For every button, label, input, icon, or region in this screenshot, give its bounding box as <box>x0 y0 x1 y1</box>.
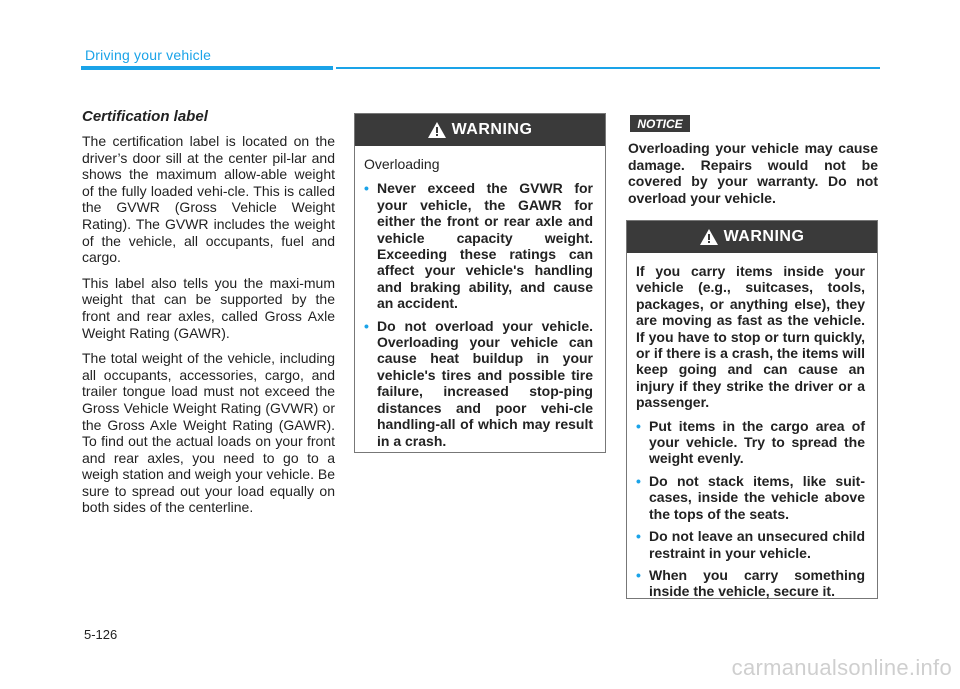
list-item-text: Do not stack items, like suit-cases, inside the vehicle above the tops of the seats. <box>649 472 865 522</box>
list-item <box>636 528 865 561</box>
watermark: carmanualsonline.info <box>731 655 952 680</box>
warning-header-label: WARNING <box>723 228 805 245</box>
list-item <box>364 318 593 449</box>
bullet-icon: • <box>364 317 369 334</box>
notice-tag: NOTICE <box>630 115 690 132</box>
warning-title: Overloading <box>364 156 440 172</box>
section-title: Driving your vehicle <box>85 47 212 63</box>
paragraph: The total weight of the vehicle, including all occupants, accessories, cargo, and trailer tongue load must not exceed the Gross Vehicle Weight Rating (GVWR) or the Gross Axle Weight Rating (GAWR). To find out the actual loads on your front and rear axles, you need to go to a weigh station and weigh your vehicle. Be sure to spread out your load equally on both sides of the centerline. <box>82 350 335 516</box>
warning-triangle-icon <box>700 229 718 245</box>
subsection-heading: Certification label <box>82 108 208 125</box>
list-item-text: Do not leave an unsecured child restraint in your vehicle. <box>649 528 865 561</box>
notice-text: Overloading your vehicle may cause damage. Repairs would not be covered by your warranty. Do not overload your vehicle. <box>628 140 878 206</box>
bullet-icon: • <box>364 180 369 197</box>
list-item <box>364 180 593 311</box>
bullet-icon: • <box>636 528 641 545</box>
list-item-text: When you carry something inside the vehicle, secure it. <box>649 566 865 600</box>
list-item <box>636 418 865 467</box>
header-rule-thin <box>336 67 880 69</box>
warning-triangle-icon <box>428 122 446 138</box>
page-number: 5-126 <box>84 627 118 642</box>
paragraph: The certification label is located on the driver’s door sill at the center pil-lar and shows the maximum allow-able weight of the fully loaded vehi-cle. This is called the GVWR (Gross Vehicle Weight Rating). The GVWR includes the weight of the vehicle, all occupants, fuel and cargo. <box>82 133 335 266</box>
overloading-warning-box <box>354 113 606 453</box>
warning-header <box>355 114 605 146</box>
warning-list <box>636 418 865 600</box>
paragraph: This label also tells you the maxi-mum weight that can be supported by the front and rear axles, called Gross Axle Weight Rating (GAWR). <box>82 274 335 341</box>
warning-body <box>355 146 605 465</box>
bullet-icon: • <box>636 472 641 489</box>
list-item <box>636 473 865 522</box>
warning-header <box>627 221 877 253</box>
warning-body <box>627 253 877 616</box>
cargo-warning-box <box>626 220 878 599</box>
warning-intro: If you carry items inside your vehicle (e.g., suitcases, tools, packages, or anything else), they are moving as fast as the vehicle. If you have to stop or turn quickly, or if there is a crash, the items will keep going and can cause an injury if they strike the driver or a passenger. <box>636 263 865 411</box>
list-item-text: Do not overload your vehicle. Overloading your vehicle can cause heat buildup in your vehicle's tires and possible tire failure, increased stop-ping distances and poor vehi-cle handling-all of which may result in a crash. <box>377 317 593 449</box>
list-item <box>636 567 865 600</box>
header-rule-thick <box>81 66 333 70</box>
list-item-text: Put items in the cargo area of your vehicle. Try to spread the weight evenly. <box>649 417 865 467</box>
bullet-icon: • <box>636 417 641 434</box>
left-column <box>82 108 335 525</box>
list-item-text: Never exceed the GVWR for your vehicle, the GAWR for either the front or rear axle and vehicle capacity weight. Exceeding these ratings can affect your vehicle's handling and braking ability, and cause an accident. <box>377 180 593 312</box>
warning-list <box>364 180 593 449</box>
warning-header-label: WARNING <box>451 121 533 138</box>
bullet-icon: • <box>636 566 641 583</box>
